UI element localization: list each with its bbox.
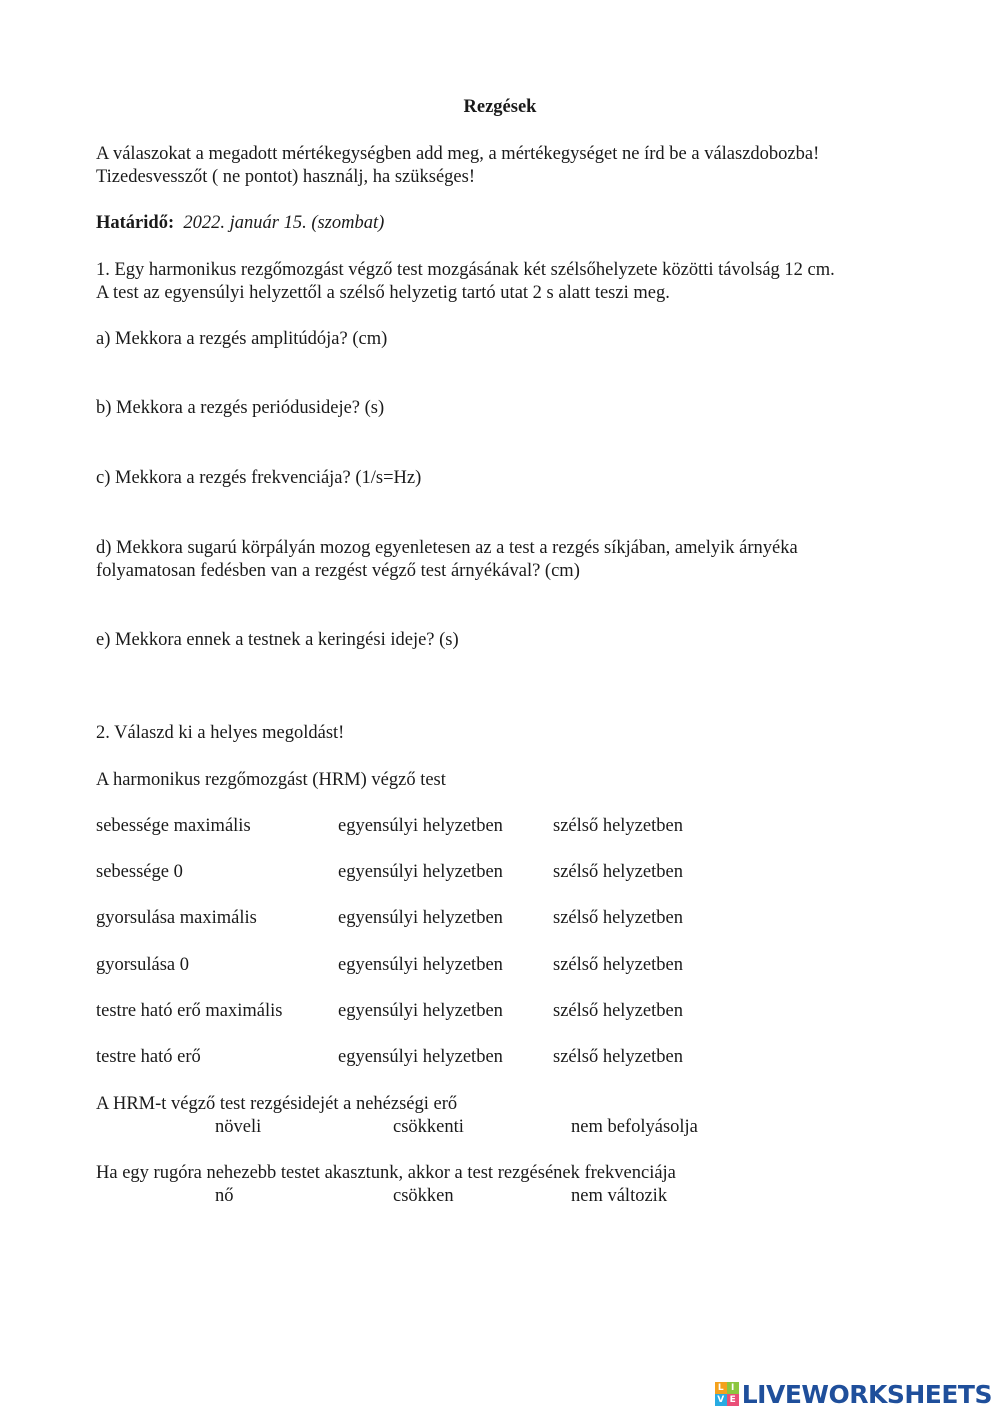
intro-line-1: A válaszokat a megadott mértékegységben add meg, a mértékegységet ne írd be a válaszdobozba! (96, 144, 820, 164)
q2-row-label: testre ható erő (96, 1047, 201, 1067)
q2-option-equilibrium[interactable]: egyensúlyi helyzetben (338, 955, 503, 975)
logo-mark-letter: I (727, 1382, 739, 1394)
q2-option-extreme[interactable]: szélső helyzetben (553, 1047, 683, 1067)
q2-option-equilibrium[interactable]: egyensúlyi helyzetben (338, 816, 503, 836)
q1-text-line-2: A test az egyensúlyi helyzettől a szélső helyzetig tartó utat 2 s alatt teszi meg. (96, 283, 670, 303)
logo-text: LIVEWORKSHEETS (741, 1379, 992, 1409)
q2-row-label: sebessége 0 (96, 862, 183, 882)
q2-row-label: gyorsulása maximális (96, 908, 257, 928)
q2-option-extreme[interactable]: szélső helyzetben (553, 1001, 683, 1021)
q2-option-equilibrium[interactable]: egyensúlyi helyzetben (338, 908, 503, 928)
q2-option-equilibrium[interactable]: egyensúlyi helyzetben (338, 1001, 503, 1021)
spring-option-increases[interactable]: nő (215, 1186, 234, 1206)
gravity-question: A HRM-t végző test rezgésidejét a nehézségi erő (96, 1094, 458, 1114)
q2-option-equilibrium[interactable]: egyensúlyi helyzetben (338, 1047, 503, 1067)
q1a-question: a) Mekkora a rezgés amplitúdója? (cm) (96, 329, 388, 349)
deadline-label: Határidő: (96, 213, 175, 233)
gravity-option-decreases[interactable]: csökkenti (393, 1117, 464, 1137)
q2-row-label: sebessége maximális (96, 816, 251, 836)
q1d-question-line-1: d) Mekkora sugarú körpályán mozog egyenletesen az a test a rezgés síkjában, amelyik árnyéka (96, 538, 798, 558)
gravity-option-increases[interactable]: növeli (215, 1117, 262, 1137)
spring-question: Ha egy rugóra nehezebb testet akasztunk, akkor a test rezgésének frekvenciája (96, 1163, 676, 1183)
q2-option-extreme[interactable]: szélső helyzetben (553, 816, 683, 836)
q1d-question-line-2: folyamatosan fedésben van a rezgést végző test árnyékával? (cm) (96, 561, 580, 581)
logo-mark-letter: V (715, 1394, 727, 1406)
q1c-question: c) Mekkora a rezgés frekvenciája? (1/s=Hz) (96, 468, 422, 488)
q2-intro: A harmonikus rezgőmozgást (HRM) végző test (96, 770, 446, 790)
deadline-value: 2022. január 15. (szombat) (183, 213, 385, 233)
q2-title: 2. Válaszd ki a helyes megoldást! (96, 723, 345, 743)
logo-mark-letter: L (715, 1382, 727, 1394)
liveworksheets-logo-icon (715, 1382, 739, 1406)
intro-line-2: Tizedesvesszőt ( ne pontot) használj, ha szükséges! (96, 167, 475, 187)
liveworksheets-logo (715, 1378, 992, 1410)
spring-option-decreases[interactable]: csökken (393, 1186, 454, 1206)
q1e-question: e) Mekkora ennek a testnek a keringési ideje? (s) (96, 630, 459, 650)
spring-option-no-change[interactable]: nem változik (571, 1186, 668, 1206)
page-title: Rezgések (463, 97, 537, 117)
q2-row-label: gyorsulása 0 (96, 955, 189, 975)
logo-mark-letter: E (727, 1394, 739, 1406)
deadline (96, 212, 384, 235)
gravity-option-no-effect[interactable]: nem befolyásolja (571, 1117, 698, 1137)
q2-option-extreme[interactable]: szélső helyzetben (553, 908, 683, 928)
q2-option-extreme[interactable]: szélső helyzetben (553, 955, 683, 975)
q2-row-label: testre ható erő maximális (96, 1001, 283, 1021)
q2-option-extreme[interactable]: szélső helyzetben (553, 862, 683, 882)
q2-option-equilibrium[interactable]: egyensúlyi helyzetben (338, 862, 503, 882)
q1-text-line-1: 1. Egy harmonikus rezgőmozgást végző test mozgásának két szélsőhelyzete közötti távolság 12 cm. (96, 260, 835, 280)
q1b-question: b) Mekkora a rezgés periódusideje? (s) (96, 398, 385, 418)
